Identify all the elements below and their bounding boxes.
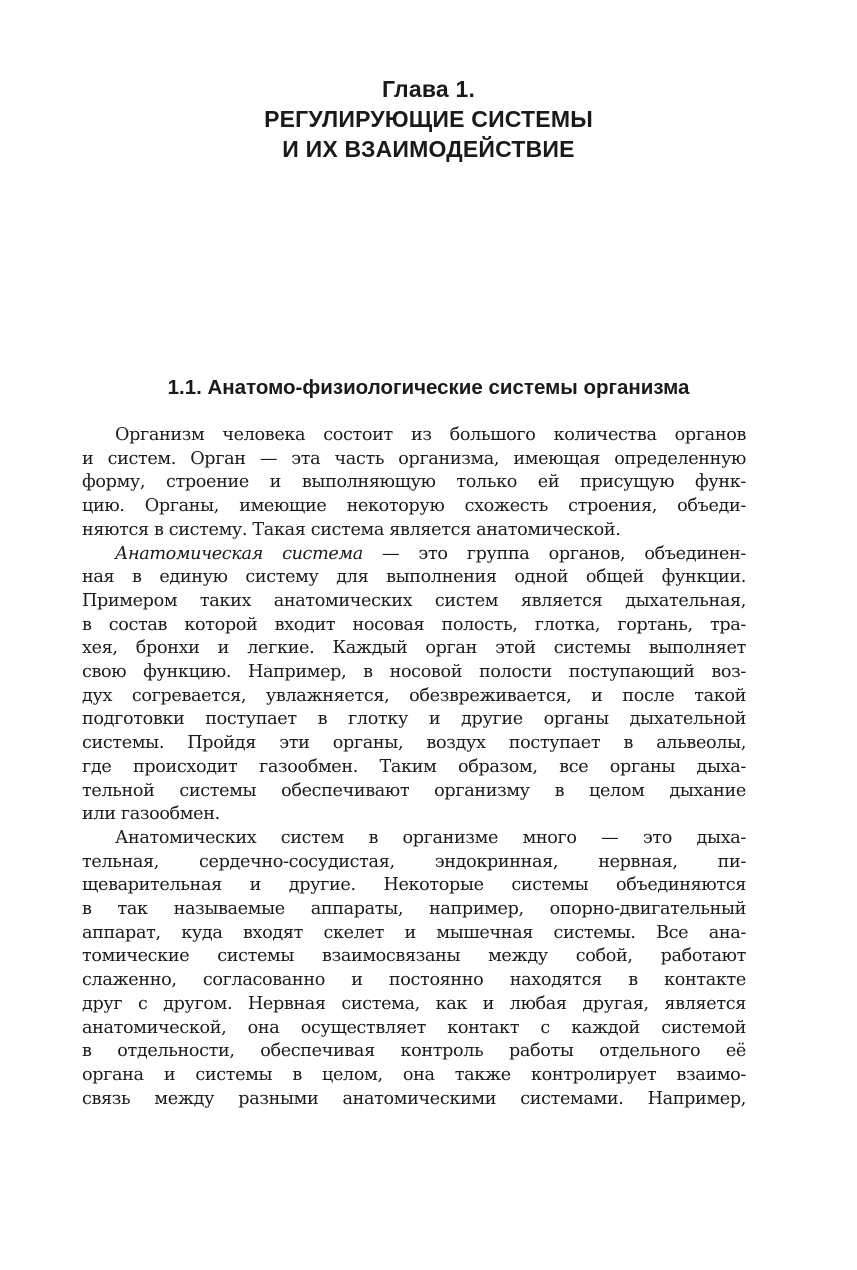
chapter-title-line-1: РЕГУЛИРУЮЩИЕ СИСТЕМЫ bbox=[264, 106, 593, 132]
text-fragment: — это группа органов, объединен- bbox=[362, 543, 746, 564]
text-line: тельной системы обеспечивают организму в целом дыхание bbox=[82, 780, 746, 801]
text-line: тельная, сердечно-сосудистая, эндокринная, нервная, пи- bbox=[82, 851, 746, 872]
section-heading: 1.1. Анатомо-физиологические системы организма bbox=[167, 376, 690, 399]
text-line: или газообмен. bbox=[82, 804, 220, 825]
text-line: органа и системы в целом, она также контролирует взаимо- bbox=[82, 1064, 746, 1085]
text-line: системы. Пройдя эти органы, воздух поступает в альвеолы, bbox=[82, 733, 746, 754]
chapter-number: Глава 1. bbox=[381, 76, 476, 102]
text-line: анатомической, она осуществляет контакт с каждой системой bbox=[82, 1017, 746, 1038]
text-line: няются в систему. Такая система является анатомической. bbox=[82, 519, 621, 540]
text-line: слаженно, согласованно и постоянно находятся в контакте bbox=[82, 970, 746, 991]
text-line: подготовки поступает в глотку и другие органы дыхательной bbox=[82, 709, 746, 730]
text-line: ная в единую систему для выполнения одной общей функции. bbox=[82, 567, 746, 588]
text-line: в отдельности, обеспечивая контроль работы отдельного её bbox=[82, 1041, 746, 1062]
text-line bbox=[82, 543, 746, 567]
text-line: хея, бронхи и легкие. Каждый орган этой системы выполняет bbox=[82, 638, 746, 659]
text-line: Организм человека состоит из большого количества органов bbox=[115, 425, 746, 445]
text-line: щеварительная и другие. Некоторые системы объединяются bbox=[82, 875, 746, 896]
text-line: Анатомических систем в организме много — это дыха- bbox=[115, 827, 746, 848]
text-line: цию. Органы, имеющие некоторую схожесть строения, объеди- bbox=[82, 496, 746, 517]
chapter-title-line-2: И ИХ ВЗАИМОДЕЙСТВИЕ bbox=[282, 136, 575, 162]
text-line: в состав которой входит носовая полость, глотка, гортань, тра- bbox=[82, 614, 746, 635]
text-line: дух согревается, увлажняется, обезвреживается, и после такой bbox=[82, 685, 746, 706]
text-line: свою функцию. Например, в носовой полости поступающий воз- bbox=[82, 662, 746, 683]
text-line: друг с другом. Нервная система, как и любая другая, является bbox=[82, 993, 746, 1014]
paragraph-1 bbox=[82, 424, 746, 543]
text-line: аппарат, куда входят скелет и мышечная системы. Все ана- bbox=[82, 922, 746, 943]
body-text bbox=[82, 424, 746, 1111]
text-line: связь между разными анатомическими системами. Например, bbox=[82, 1088, 746, 1109]
paragraph-2 bbox=[82, 543, 746, 827]
text-line: Примером таких анатомических систем является дыхательная, bbox=[82, 590, 746, 611]
term-anatomical-system: Анатомическая система bbox=[115, 543, 363, 564]
text-line: и систем. Орган — эта часть организма, имеющая определенную bbox=[82, 448, 746, 469]
text-line: где происходит газообмен. Таким образом, все органы дыха- bbox=[82, 756, 746, 777]
text-line: в так называемые аппараты, например, опорно-двигательный bbox=[82, 899, 746, 920]
chapter-heading bbox=[80, 74, 777, 164]
text-line: томические системы взаимосвязаны между собой, работают bbox=[82, 946, 746, 967]
text-line: форму, строение и выполняющую только ей присущую функ- bbox=[82, 472, 746, 493]
paragraph-3 bbox=[82, 827, 746, 1111]
